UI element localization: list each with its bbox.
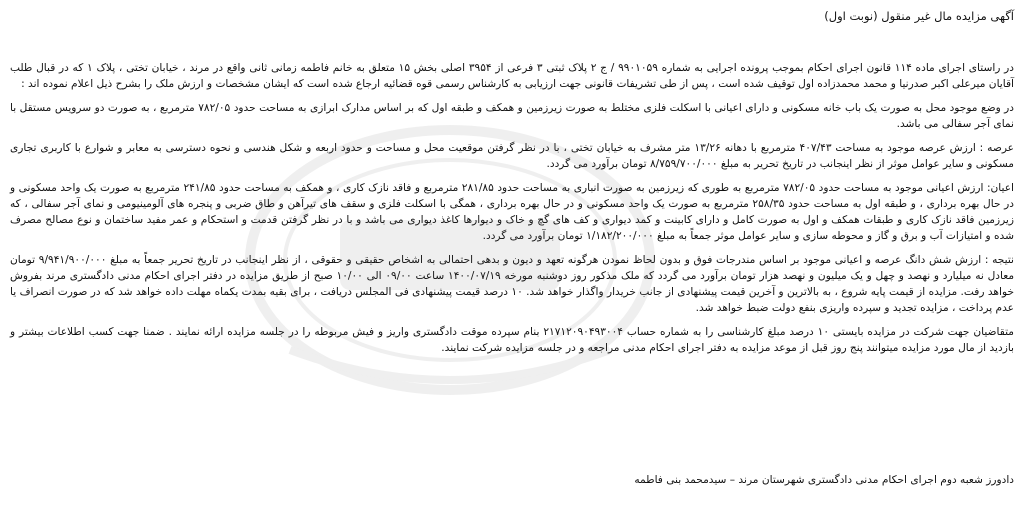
- paragraph-result: نتیجه : ارزش شش دانگ عرصه و اعیانی موجود بر اساس مندرجات فوق و بدون لحاظ نمودن هرگونه تعهد و دیون و بدهی احتمالی به اشخاص حقیقی و حقوقی ، از نظر اینجانب در تاریخ تحریر جمعاً به مبلغ ۹/۹۴۱/۹۰۰/۰۰۰ تومان معادل نه میلیارد و نهصد و چهل و یک میلیون و نهصد هزار تومان برآورد می گردد که ملک مذکور روز دوشنبه مورخه ۱۴۰۰/۰۷/۱۹ ساعت ۰۹/۰۰ الی ۱۰/۰۰ صبح از طریق مزایده در دفتر اجرای احکام مدنی دادگستری مرند بفروش خواهد رفت. مزایده از قیمت پایه شروع ، به بالاترین و آخرین قیمت پیشنهادی از جانب خریدار واگذار خواهد شد. ۱۰ درصد قیمت پیشنهادی فی المجلس دریافت ، برای بقیه بمدت یکماه مهلت داده خواهد شد که در صورت انصراف یا عدم پرداخت ، مزایده تجدید و سپرده واریزی بنفع دولت ضبط خواهد شد.: [10, 254, 1014, 314]
- paragraph-current-status: در وضع موجود محل به صورت یک باب خانه مسکونی و دارای اعیانی با اسکلت فلزی مختلط به صورت زیرزمین و همکف و طبقه اول که بر اساس مدارک ابرازی به مساحت حدود ۷۸۲/۰۵ مترمربع ، به صورت دو سرویس مستقل با نمای آجر سفالی می باشد.: [10, 102, 1014, 130]
- paragraph-participation: متقاضیان جهت شرکت در مزایده بایستی ۱۰ درصد مبلغ کارشناسی را به شماره حساب ۲۱۷۱۲۰۹۰۴۹۳۰۰۴ بنام سپرده موقت دادگستری واریز و فیش مربوطه را در جلسه مزایده ارائه نمایند . ضمنا جهت کسب اطلاعات بیشتر و بازدید از مال مورد مزایده میتوانند پنج روز قبل از موعد مزایده به دفتر اجرای احکام مدنی مراجعه و در جلسه مزایده شرکت نمایند.: [10, 326, 1014, 354]
- signature-line: دادورز شعبه دوم اجرای احکام مدنی دادگستری شهرستان مرند – سیدمحمد بنی فاطمه: [634, 474, 1014, 486]
- paragraph-intro: در راستای اجرای ماده ۱۱۴ قانون اجرای احکام بموجب پرونده اجرایی به شماره ۹۹۰۱۰۵۹ / ج ۲ پلاک ثبتی ۳ فرعی از ۳۹۵۴ اصلی بخش ۱۵ متعلق به خانم فاطمه زمانی ثانی واقع در مرند ، خیابان تختی ، پلاک ۱ که در قبال طلب آقایان میرعلی اکبر صدرنیا و محمد محمدزاده اول توقیف شده است ، پس از طی تشریفات قانونی جهت ارزیابی به کارشناس رسمی قوه قضائیه ارجاع شده است که ایشان مشخصات و ارزش ملک را بشرح ذیل اعلام نموده اند :: [10, 62, 1014, 90]
- paragraph-land-value: عرصه : ارزش عرصه موجود به مساحت ۴۰۷/۴۳ مترمربع با دهانه ۱۳/۲۶ متر مشرف به خیابان تختی ، با در نظر گرفتن موقعیت محل و مساحت و حدود اربعه و شکل هندسی و نحوه دسترسی به معابر و شوارع با کاربری تجاری مسکونی و سایر عوامل موثر از نظر اینجانب در تاریخ تحریر به مبلغ ۸/۷۵۹/۷۰۰/۰۰۰ تومان برآورد می گردد.: [10, 142, 1014, 170]
- document-title: آگهی مزایده مال غیر منقول (نوبت اول): [824, 9, 1014, 23]
- paragraph-building-value: اعیان: ارزش اعیانی موجود به مساحت حدود ۷۸۲/۰۵ مترمربع به طوری که زیرزمین به صورت انباری به مساحت حدود ۲۸۱/۸۵ مترمربع و فاقد نازک کاری ، و همکف به مساحت حدود ۲۴۱/۸۵ مترمربع به صورت یک واحد مسکونی و در حال بهره برداری ، و طبقه اول به مساحت حدود ۲۵۸/۳۵ مترمربع به صورت یک واحد مسکونی و در حال بهره برداری ، همگی با اسکلت فلزی و سقف های تیرآهن و طاق ضربی و پنجره های آلومینیومی و نمای آجر سفالی ، که زیرزمین فاقد نازک کاری و طبقات همکف و اول به صورت کامل و دارای کابینت و کمد دیواری و کف های گچ و خاک و دیوارها کاغذ دیواری می باشد و با در نظر گرفتن قدمت و استحکام و عمر مفید ساختمان و نوع مصالح مصرف شده و امتیازات آب و برق و گاز و محوطه سازی و سایر عوامل موثر جمعاً به مبلغ ۱/۱۸۲/۲۰۰/۰۰۰ تومان برآورد می گردد.: [10, 182, 1014, 242]
